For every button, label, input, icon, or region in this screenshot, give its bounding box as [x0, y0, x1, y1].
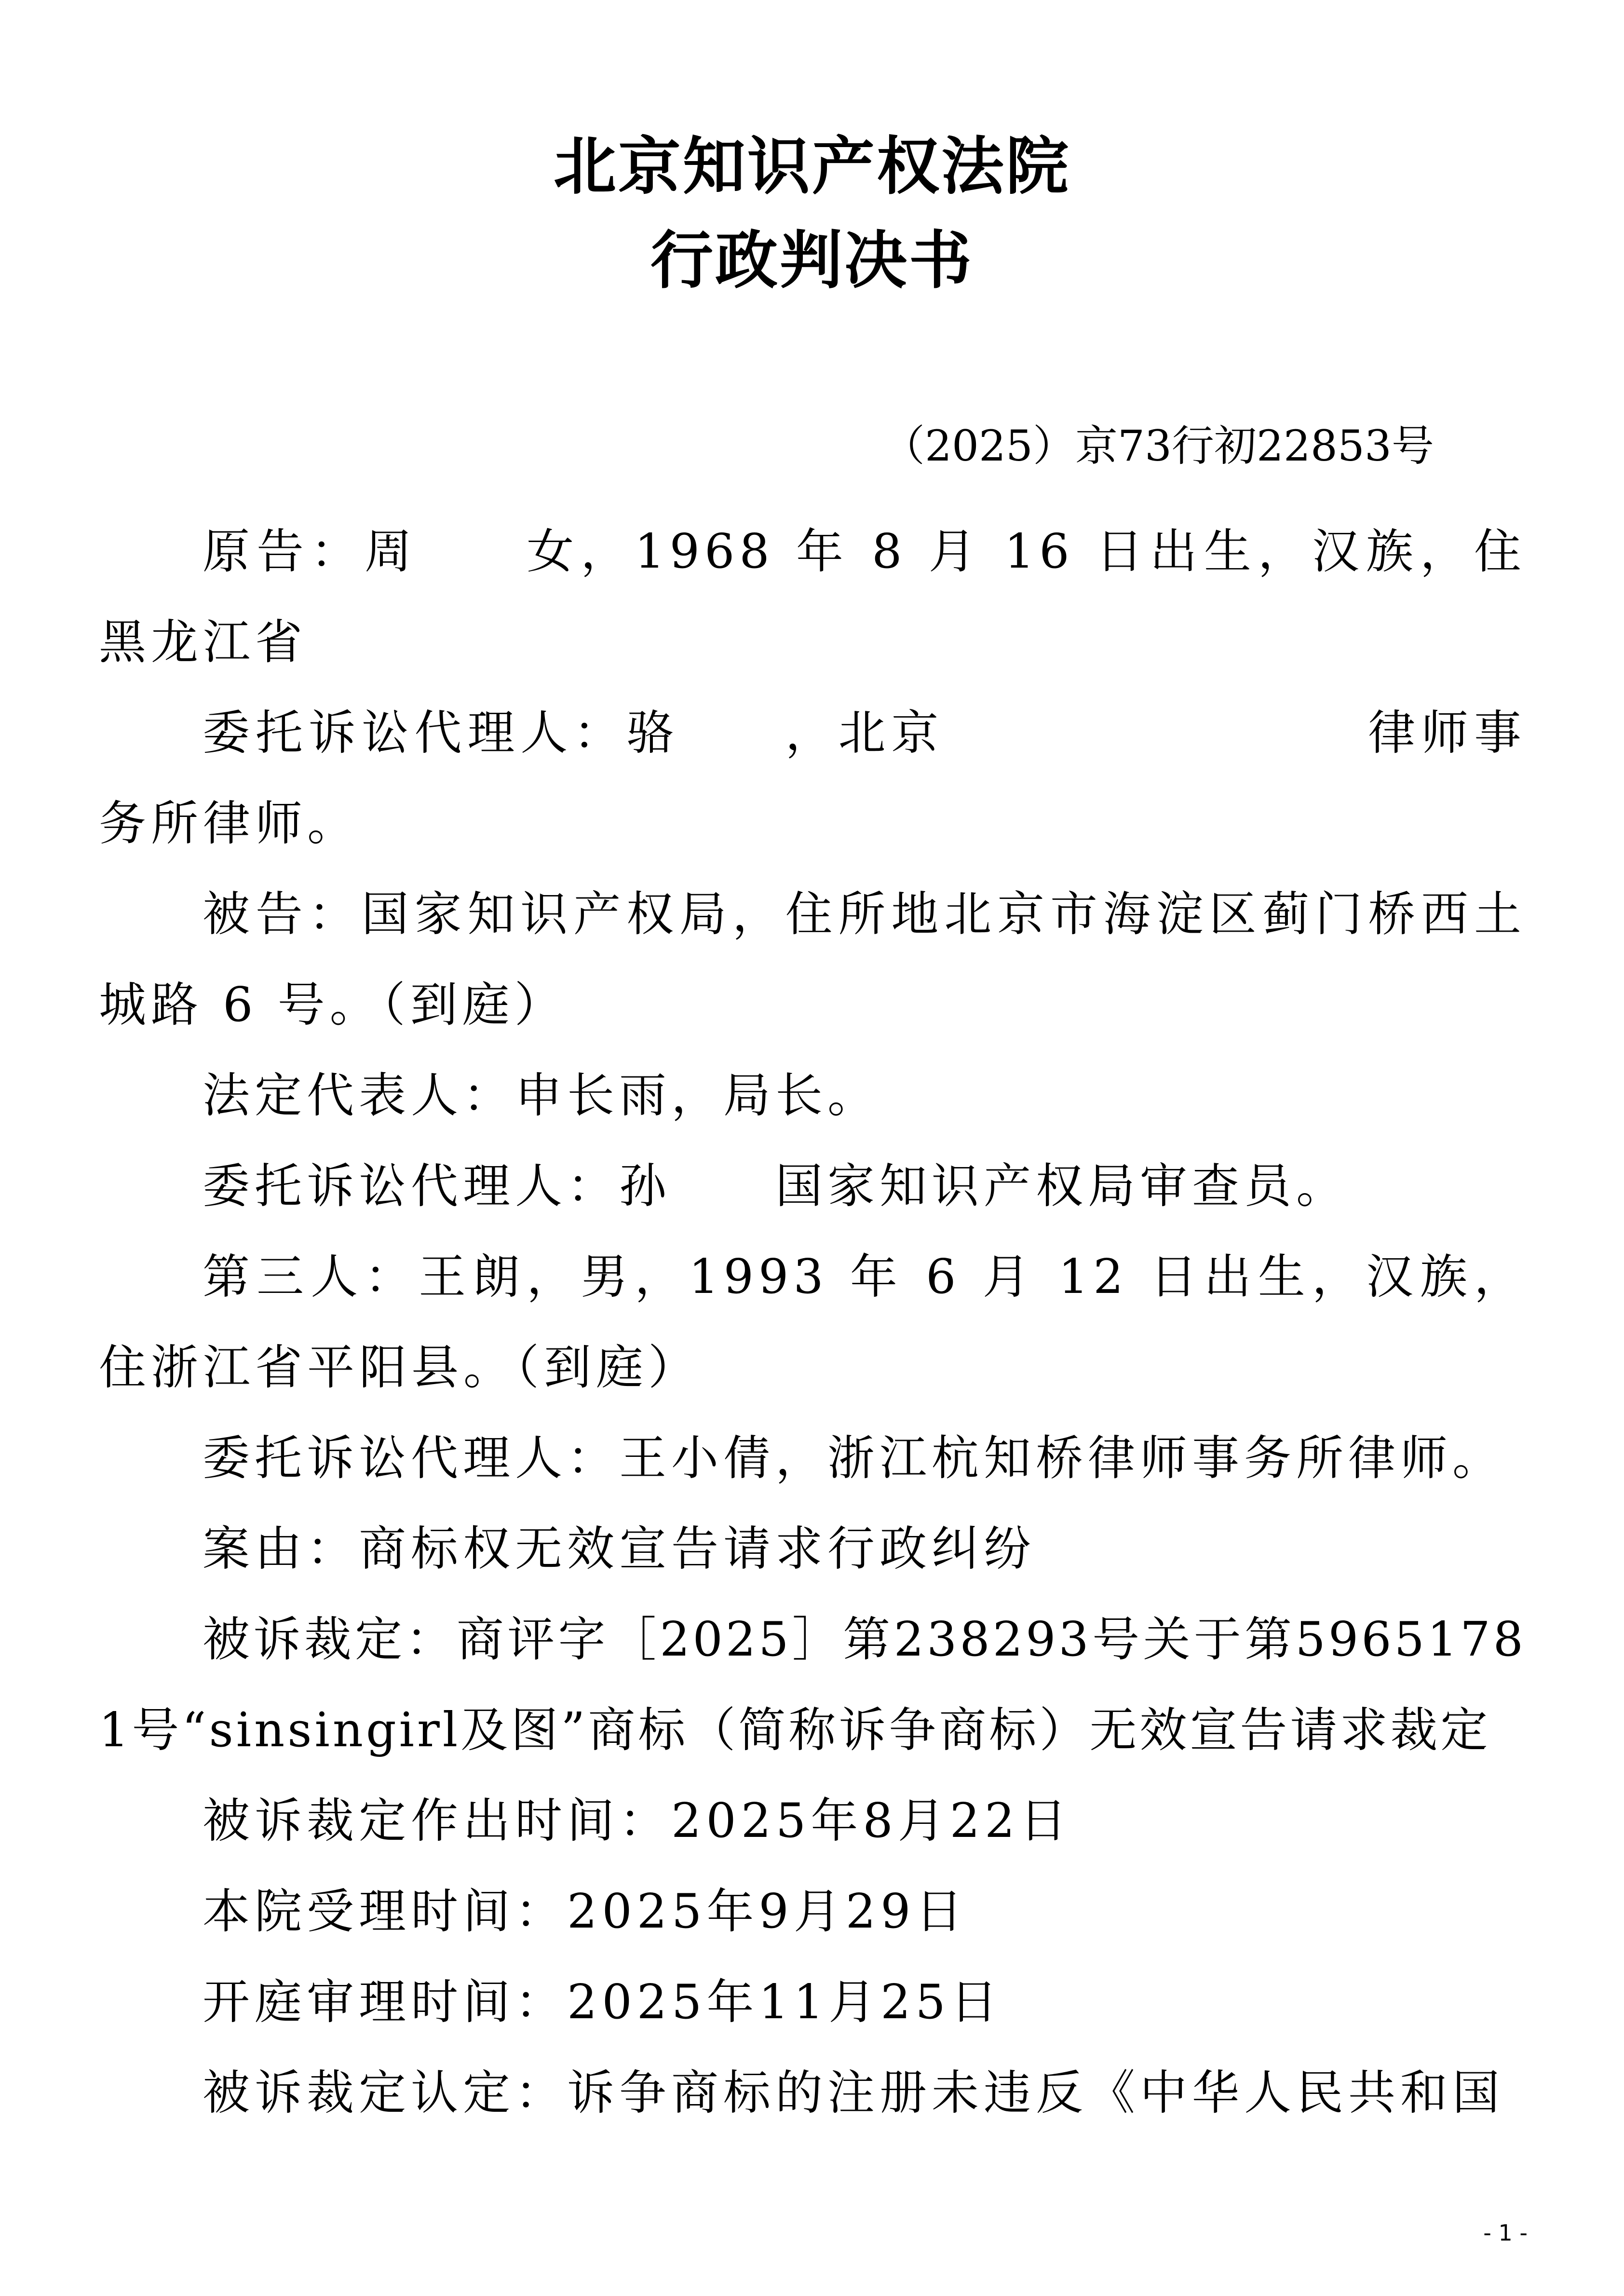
cause-of-action-paragraph: 案由：商标权无效宣告请求行政纠纷 [203, 1522, 1036, 1576]
document-type: 行政判决书 [650, 223, 974, 297]
ruling-date-paragraph: 被诉裁定作出时间：2025年8月22日 [203, 1793, 1072, 1848]
defendant-paragraph: 被告：国家知识产权局，住所地北京市海淀区蓟门桥西土城路 6 号。（到庭） [99, 887, 1526, 1033]
court-name: 北京知识产权法院 [553, 129, 1070, 203]
hearing-date-paragraph: 开庭审理时间：2025年11月25日 [203, 1975, 1002, 2030]
acceptance-date-paragraph: 本院受理时间：2025年9月29日 [203, 1884, 968, 1939]
defendant-agent-paragraph: 委托诉讼代理人：孙 国家知识产权局审查员。 [203, 1159, 1349, 1214]
contested-ruling-paragraph: 被诉裁定：商评字［2025］第238293号关于第59651781号“sinsingirl及图”商标（简称诉争商标）无效宣告请求裁定 [99, 1612, 1526, 1758]
third-party-paragraph: 第三人：王朗，男，1993 年 6 月 12 日出生，汉族，住浙江省平阳县。（到庭） [99, 1250, 1526, 1395]
page-number: - 1 - [1483, 2220, 1528, 2246]
plaintiff-paragraph: 原告：周 女，1968 年 8 月 16 日出生，汉族，住黑龙江省 [99, 524, 1526, 670]
judgment-body [99, 506, 1526, 2138]
case-number: （2025）京73行初22853号 [882, 421, 1434, 471]
plaintiff-agent-paragraph: 委托诉讼代理人：骆 ，北京 律师事务所律师。 [99, 706, 1526, 851]
ruling-finding-paragraph: 被诉裁定认定：诉争商标的注册未违反《中华人民共和国 [203, 2065, 1505, 2120]
third-party-agent-paragraph: 委托诉讼代理人：王小倩，浙江杭知桥律师事务所律师。 [203, 1431, 1505, 1486]
legal-representative-paragraph: 法定代表人：申长雨，局长。 [203, 1068, 880, 1123]
